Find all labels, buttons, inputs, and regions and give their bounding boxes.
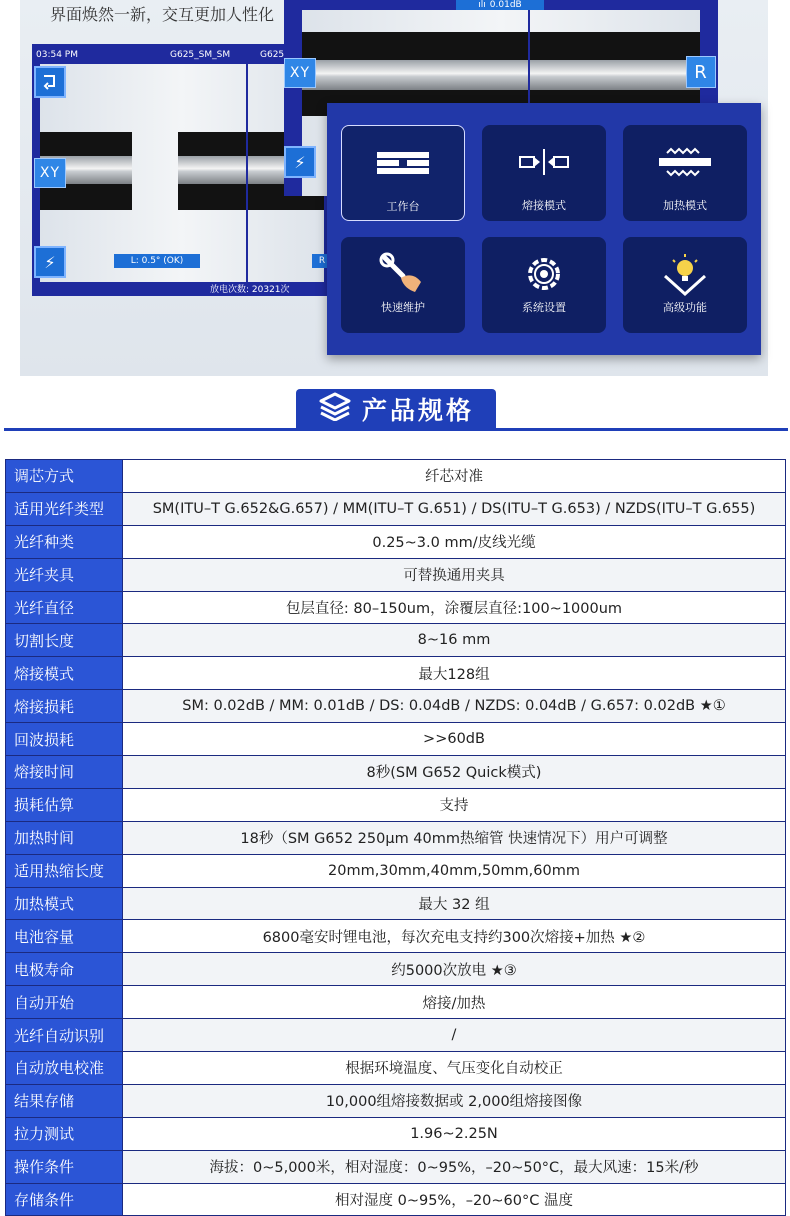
spec-key: 结果存储	[6, 1084, 123, 1117]
spec-key: 加热时间	[6, 821, 123, 854]
discharge-count: 放电次数: 20321次	[210, 285, 290, 295]
menu-tile-label: 加热模式	[663, 199, 707, 212]
spec-key: 光纤夹具	[6, 558, 123, 591]
tagline: 界面焕然一新，交互更加人性化	[50, 5, 275, 24]
spec-row	[6, 492, 786, 525]
spec-row	[6, 1019, 786, 1052]
spec-value: 根据环境温度、气压变化自动校正	[123, 1052, 786, 1085]
spec-row	[6, 854, 786, 887]
spec-key: 熔接模式	[6, 657, 123, 690]
spec-key: 光纤种类	[6, 525, 123, 558]
spec-row	[6, 723, 786, 756]
spec-value: 8秒(SM G652 Quick模式)	[123, 756, 786, 789]
spec-value: 0.25~3.0 mm/皮线光缆	[123, 525, 786, 558]
spec-value: 18秒（SM G652 250μm 40mm热缩管 快速情况下）用户可调整	[123, 821, 786, 854]
spec-row	[6, 1084, 786, 1117]
menu-tile-workbench[interactable]	[341, 125, 465, 221]
right-status-badge: R	[312, 254, 332, 268]
product-ui-showcase	[20, 0, 768, 376]
workbench-icon	[375, 146, 431, 180]
spec-value: /	[123, 1019, 786, 1052]
spec-key: 回波损耗	[6, 723, 123, 756]
spec-row	[6, 558, 786, 591]
spec-key: 电极寿命	[6, 953, 123, 986]
spec-key: 自动开始	[6, 986, 123, 1019]
menu-tile-maintenance[interactable]	[341, 237, 465, 333]
r-button[interactable]: R	[686, 56, 716, 88]
bulb-icon	[661, 257, 709, 291]
spec-value: 最大128组	[123, 657, 786, 690]
spec-value: 10,000组熔接数据或 2,000组熔接图像	[123, 1084, 786, 1117]
spec-value: 包层直径: 80–150um，涂覆层直径:100~1000um	[123, 591, 786, 624]
spec-key: 调芯方式	[6, 460, 123, 493]
spec-key: 熔接损耗	[6, 690, 123, 723]
menu-tile-splice-mode[interactable]	[482, 125, 606, 221]
splice-mode-icon	[516, 145, 572, 179]
spec-key: 光纤直径	[6, 591, 123, 624]
spec-row	[6, 591, 786, 624]
spec-row	[6, 690, 786, 723]
loss-readout	[456, 0, 544, 10]
spec-value: 约5000次放电 ★③	[123, 953, 786, 986]
signal-icon: ılı	[478, 0, 486, 10]
spec-value: 8~16 mm	[123, 624, 786, 657]
spec-key: 存储条件	[6, 1183, 123, 1216]
profile-text: G625_SM_SM	[170, 50, 231, 60]
spec-row	[6, 460, 786, 493]
spec-row	[6, 953, 786, 986]
clock-text: 03:54 PM	[36, 50, 78, 60]
spec-key: 自动放电校准	[6, 1052, 123, 1085]
spec-value: 可替换通用夹具	[123, 558, 786, 591]
menu-tile-label: 系统设置	[522, 301, 566, 314]
gear-icon	[522, 257, 566, 291]
arc-lightning-icon[interactable]: ⚡	[34, 246, 66, 278]
spec-value: 1.96~2.25N	[123, 1117, 786, 1150]
arc-lightning-icon-front[interactable]: ⚡	[284, 146, 316, 178]
layers-icon	[318, 391, 352, 427]
menu-tile-heat-mode[interactable]	[623, 125, 747, 221]
section-title: 产品规格	[361, 396, 474, 425]
spec-row	[6, 525, 786, 558]
menu-tile-system-settings[interactable]	[482, 237, 606, 333]
maintenance-icon	[379, 257, 427, 291]
section-title-badge	[296, 389, 496, 429]
spec-value: >>60dB	[123, 723, 786, 756]
spec-value: 最大 32 组	[123, 887, 786, 920]
spec-row	[6, 1052, 786, 1085]
spec-row	[6, 756, 786, 789]
spec-key: 适用热缩长度	[6, 854, 123, 887]
spec-key: 适用光纤类型	[6, 492, 123, 525]
spec-row	[6, 1117, 786, 1150]
xy-toggle-button[interactable]: XY	[34, 158, 66, 188]
spec-key: 电池容量	[6, 920, 123, 953]
spec-value: SM: 0.02dB / MM: 0.01dB / DS: 0.04dB / NZDS: 0.04dB / G.657: 0.02dB ★①	[123, 690, 786, 723]
spec-value: SM(ITU–T G.652&G.657) / MM(ITU–T G.651) / DS(ITU–T G.653) / NZDS(ITU–T G.655)	[123, 492, 786, 525]
spec-row	[6, 920, 786, 953]
spec-row	[6, 887, 786, 920]
heat-mode-icon	[657, 145, 713, 179]
spec-key: 熔接时间	[6, 756, 123, 789]
fiber-view	[40, 64, 324, 282]
back-icon[interactable]	[34, 66, 66, 98]
spec-table	[5, 459, 786, 1216]
spec-value: 20mm,30mm,40mm,50mm,60mm	[123, 854, 786, 887]
spec-key: 操作条件	[6, 1150, 123, 1183]
spec-value: 熔接/加热	[123, 986, 786, 1019]
spec-key: 拉力测试	[6, 1117, 123, 1150]
menu-tile-label: 高级功能	[663, 301, 707, 314]
spec-value: 纤芯对准	[123, 460, 786, 493]
angle-status-badge: L: 0.5° (OK)	[114, 254, 200, 268]
spec-value: 支持	[123, 788, 786, 821]
spec-row	[6, 1183, 786, 1216]
spec-value: 海拔：0~5,000米，相对湿度：0~95%，–20~50°C，最大风速：15米/秒	[123, 1150, 786, 1183]
xy-toggle-button-front[interactable]: XY	[284, 58, 316, 88]
spec-row	[6, 657, 786, 690]
spec-value: 6800毫安时锂电池，每次充电支持约300次熔接+加热 ★②	[123, 920, 786, 953]
spec-key: 切割长度	[6, 624, 123, 657]
spec-row	[6, 986, 786, 1019]
spec-key: 损耗估算	[6, 788, 123, 821]
menu-tile-label: 快速维护	[381, 301, 425, 314]
main-menu-panel	[327, 103, 761, 355]
spec-row	[6, 1150, 786, 1183]
spec-row	[6, 624, 786, 657]
menu-tile-label: 熔接模式	[522, 199, 566, 212]
loss-value: 0.01dB	[489, 0, 522, 10]
profile-text-cut: G625	[260, 50, 285, 60]
menu-tile-advanced[interactable]	[623, 237, 747, 333]
spec-row	[6, 788, 786, 821]
menu-tile-label: 工作台	[386, 200, 420, 213]
spec-row	[6, 821, 786, 854]
spec-key: 加热模式	[6, 887, 123, 920]
spec-value: 相对湿度 0~95%，–20~60°C 温度	[123, 1183, 786, 1216]
spec-key: 光纤自动识别	[6, 1019, 123, 1052]
